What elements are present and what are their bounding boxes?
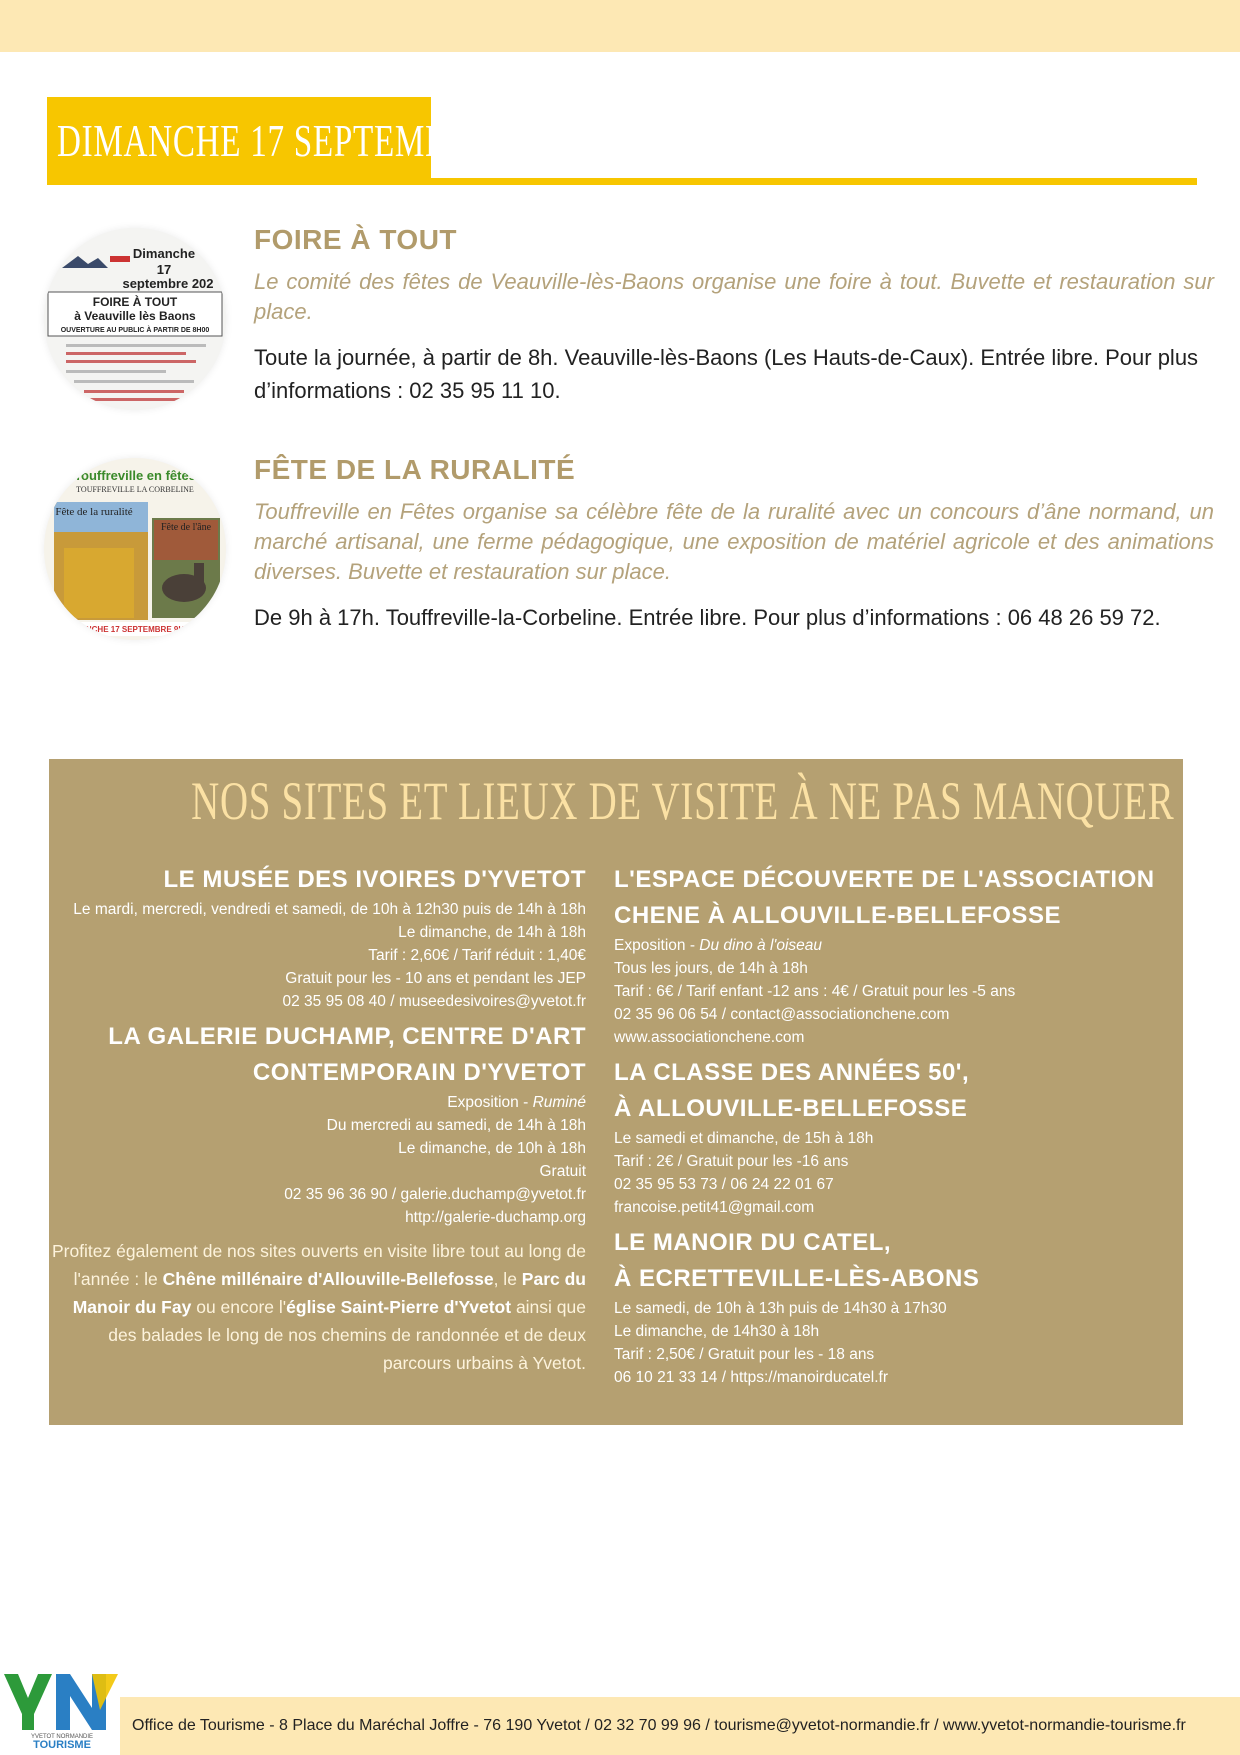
day-header-rule bbox=[47, 178, 1197, 185]
expo-label: Exposition - bbox=[447, 1094, 533, 1111]
site-line: Tarif : 2€ / Gratuit pour les -16 ans bbox=[614, 1153, 849, 1170]
sites-title bbox=[0, 770, 1240, 832]
site-line: Gratuit bbox=[539, 1163, 586, 1180]
event-desc-ruralite: Touffreville en Fêtes organise sa célèbre fête de la ruralité avec un concours d’âne normand, un marché artisanal, une ferme pédagogique, une exposition de matériel agricole et des animations diverses. Buvette et restauration sur place. bbox=[254, 499, 1214, 584]
promo-text: Profitez également de nos sites ouverts en visite libre tout au long de l'année : le bbox=[51, 1241, 586, 1289]
sites-left-column bbox=[49, 862, 586, 1377]
svg-text:Fête de l'âne: Fête de l'âne bbox=[160, 522, 212, 533]
site-name-galerie-duchamp-1: LA GALERIE DUCHAMP, CENTRE D'ART bbox=[108, 1023, 586, 1050]
promo-highlight: Parc du Manoir du Fay bbox=[72, 1269, 586, 1317]
expo-label: Exposition - bbox=[614, 937, 700, 954]
site-line: Le dimanche, de 10h à 18h bbox=[398, 1140, 586, 1157]
svg-text:OUVERTURE AU PUBLIC À PARTIR D: OUVERTURE AU PUBLIC À PARTIR DE 8H00 bbox=[60, 327, 210, 334]
logo-brand: TOURISME bbox=[33, 1739, 91, 1750]
svg-text:septembre 202: septembre 202 bbox=[122, 276, 214, 291]
day-header bbox=[47, 97, 492, 184]
promo-paragraph bbox=[49, 1237, 586, 1377]
yvetot-tourisme-logo bbox=[0, 1670, 122, 1750]
site-name-classe-annees-50-1: LA CLASSE DES ANNÉES 50', bbox=[614, 1059, 970, 1086]
site-name-manoir-catel-1: LE MANOIR DU CATEL, bbox=[614, 1229, 892, 1256]
site-line: Le mardi, mercredi, vendredi et samedi, de 10h à 12h30 puis de 14h à 18h bbox=[73, 901, 586, 918]
sites-title-text: NOS SITES ET LIEUX DE VISITE À NE PAS MANQUER bbox=[191, 771, 1175, 831]
expo-title: Du dino à l'oiseau bbox=[699, 937, 823, 954]
top-band bbox=[0, 0, 1240, 52]
site-line: Tarif : 6€ / Tarif enfant -12 ans : 4€ / Gratuit pour les -5 ans bbox=[614, 983, 1016, 1000]
site-line: Du mercredi au samedi, de 14h à 18h bbox=[326, 1117, 586, 1134]
site-line: Le samedi et dimanche, de 15h à 18h bbox=[614, 1130, 874, 1147]
site-name-espace-decouverte-1: L'ESPACE DÉCOUVERTE DE L'ASSOCIATION bbox=[614, 866, 1155, 893]
event-desc-foire: Le comité des fêtes de Veauville-lès-Baons organise une foire à tout. Buvette et restauration sur place. bbox=[254, 269, 1214, 324]
event-title-ruralite: FÊTE DE LA RURALITÉ bbox=[254, 454, 576, 485]
logo-subtitle: YVETOT NORMANDIE bbox=[30, 1734, 94, 1740]
site-email: francoise.petit41@gmail.com bbox=[614, 1199, 815, 1216]
site-name-musee-ivoires: LE MUSÉE DES IVOIRES D'YVETOT bbox=[163, 866, 586, 893]
event-title-foire: FOIRE À TOUT bbox=[254, 224, 458, 255]
svg-text:Dimanche: Dimanche bbox=[132, 246, 196, 261]
site-name-manoir-catel-2: À ECRETTEVILLE-LÈS-ABONS bbox=[614, 1265, 980, 1292]
ruralite-poster-image bbox=[44, 458, 226, 640]
svg-text:TOUFFREVILLE LA CORBELINE: TOUFFREVILLE LA CORBELINE bbox=[76, 485, 194, 494]
event-info-foire: Toute la journée, à partir de 8h. Veauville-lès-Baons (Les Hauts-de-Caux). Entrée libre. Pour plus d’informations : 02 35 95 11 10. bbox=[254, 345, 1199, 403]
promo-highlight: église Saint-Pierre d'Yvetot bbox=[286, 1297, 512, 1317]
site-line: Tarif : 2,60€ / Tarif réduit : 1,40€ bbox=[368, 947, 586, 964]
site-contact: 02 35 96 06 54 / contact@associationchene.com bbox=[614, 1006, 950, 1023]
expo-title: Ruminé bbox=[532, 1094, 586, 1111]
day-header-text: DIMANCHE 17 SEPTEMBRE bbox=[57, 115, 492, 166]
sites-right-column bbox=[614, 862, 1174, 1389]
site-contact: 02 35 96 36 90 / galerie.duchamp@yvetot.fr bbox=[284, 1186, 586, 1203]
site-line: Le dimanche, de 14h à 18h bbox=[398, 924, 586, 941]
promo-text: ainsi que des balades le long de nos chemins de randonnée et de deux parcours urbains à Yvetot. bbox=[108, 1297, 586, 1373]
promo-highlight: Chêne millénaire d'Allouville-Bellefosse bbox=[162, 1269, 494, 1289]
site-line: Le samedi, de 10h à 13h puis de 14h30 à 17h30 bbox=[614, 1300, 947, 1317]
svg-text:Fête de la ruralité: Fête de la ruralité bbox=[55, 506, 133, 518]
svg-text:FOIRE À TOUT: FOIRE À TOUT bbox=[92, 295, 178, 309]
site-website: www.associationchene.com bbox=[614, 1029, 805, 1046]
site-contact: 02 35 95 53 73 / 06 24 22 01 67 bbox=[614, 1176, 834, 1193]
site-line: Tous les jours, de 14h à 18h bbox=[614, 960, 808, 977]
svg-text:Touffreville en fêtes: Touffreville en fêtes bbox=[74, 468, 196, 483]
svg-text:à Veauville lès Baons: à Veauville lès Baons bbox=[74, 309, 196, 323]
foire-poster-image bbox=[44, 228, 226, 410]
site-exhibition bbox=[49, 1091, 586, 1114]
footer-contact: Office de Tourisme - 8 Place du Maréchal Joffre - 76 190 Yvetot / 02 32 70 99 96 / tourisme@yvetot-normandie.fr / www.yvetot-normandie-tourisme.fr bbox=[132, 1717, 1186, 1734]
event-info-ruralite: De 9h à 17h. Touffreville-la-Corbeline. Entrée libre. Pour plus d’informations : 06 48 26 59 72. bbox=[254, 605, 1161, 630]
footer-band bbox=[120, 1697, 1240, 1755]
site-exhibition bbox=[614, 934, 1174, 957]
site-line: Le dimanche, de 14h30 à 18h bbox=[614, 1323, 820, 1340]
site-contact: 02 35 95 08 40 / museedesivoires@yvetot.fr bbox=[282, 993, 586, 1010]
svg-text:NCHE 17 SEPTEMBRE 9H: NCHE 17 SEPTEMBRE 9H bbox=[85, 625, 185, 634]
site-line: Gratuit pour les - 10 ans et pendant les JEP bbox=[285, 970, 586, 987]
site-name-espace-decouverte-2: CHENE À ALLOUVILLE-BELLEFOSSE bbox=[614, 902, 1061, 929]
site-line: Tarif : 2,50€ / Gratuit pour les - 18 ans bbox=[614, 1346, 875, 1363]
site-name-classe-annees-50-2: À ALLOUVILLE-BELLEFOSSE bbox=[614, 1095, 968, 1122]
site-name-galerie-duchamp-2: CONTEMPORAIN D'YVETOT bbox=[252, 1059, 586, 1086]
promo-text: , le bbox=[493, 1269, 522, 1289]
promo-text: ou encore l' bbox=[191, 1297, 287, 1317]
svg-text:17: 17 bbox=[156, 262, 172, 277]
site-contact: 06 10 21 33 14 / https://manoirducatel.fr bbox=[614, 1369, 889, 1386]
site-website: http://galerie-duchamp.org bbox=[405, 1209, 586, 1226]
